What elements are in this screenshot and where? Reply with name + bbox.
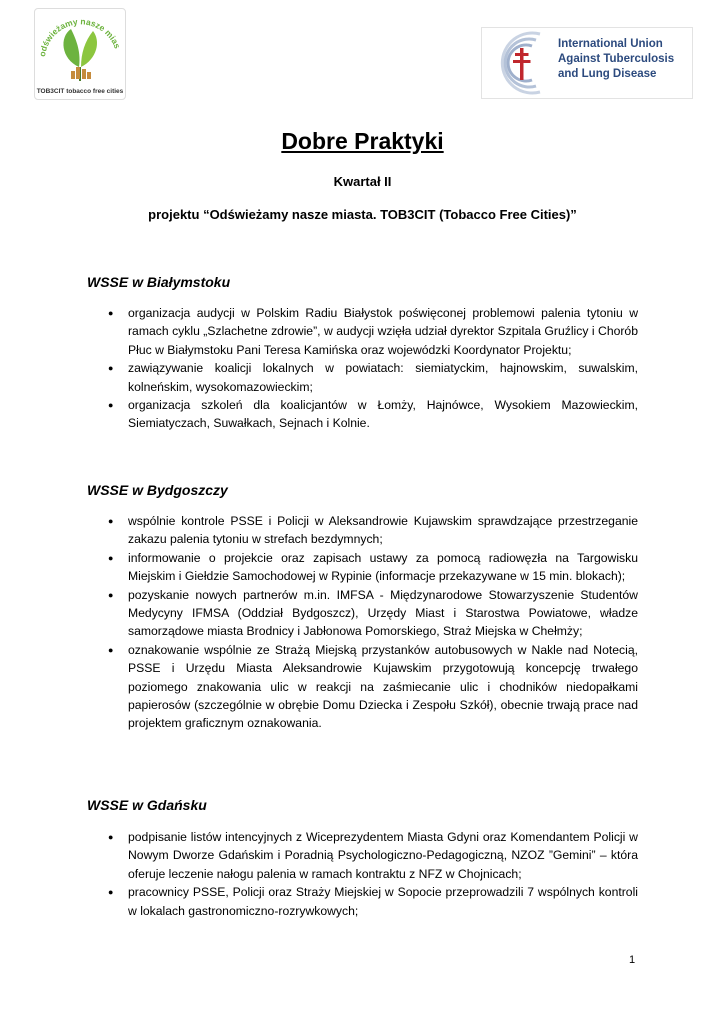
bullet-icon: ● (108, 516, 114, 526)
list-item: ● pracownicy PSSE, Policji oraz Straży Miejskiej w Sopocie przeprowadzili 7 wspólnych kontroli w lokalach gastronomiczno-rozrywkowych; (108, 885, 638, 918)
document-subtitle: Kwartał II (333, 174, 392, 189)
bullet-icon: ● (108, 308, 114, 318)
bullet-icon: ● (108, 363, 114, 374)
bullet-icon: ● (108, 589, 114, 600)
section-list-bydgoszcz (100, 512, 638, 733)
bullet-icon: ● (108, 400, 114, 411)
list-item: ● organizacja audycji w Polskim Radiu Białystok poświęconej problemowi palenia tytoniu w ramach cyklu „Szlachetne zdrowie”, w audycji wzięła udział dyrektor Szpitala Gruźlicy i Chorób Płuc w Białymstoku Pani Teresa Kamińska oraz wojewódzki Koordynator Projektu; (108, 306, 638, 357)
document-title: Dobre Praktyki (281, 128, 444, 154)
bullet-icon: ● (108, 887, 114, 898)
union-line-2: Against Tuberculosis (558, 53, 675, 65)
logo-arc-text: odświeżamy nasze mias (37, 16, 123, 58)
union-logo (481, 27, 693, 99)
list-item: ● podpisanie listów intencyjnych z Wiceprezydentem Miasta Gdyni oraz Komendantem Policji w Nowym Dworze Gdańskim i Poradnią Psychologiczno-Pedagogiczną, NZOZ ”Gemini” – która oferuje leczenie nałogu palenia w ramach kontraktu z NFZ w Chojnicach; (108, 830, 638, 881)
list-item: ● oznakowanie wspólnie ze Strażą Miejską przystanków autobusowych w Nakle nad Notecią, PSSE i Urzędu Miasta Aleksandrowie Kujawskim przygotowują koncepcję trwałego poziomego znakowania ulic w reakcji na zaśmiecanie ulic i chodników niedopałkami papierosów (szczególnie w obrębie Domu Dziecka i Zespołu Szkół), obecnie trwają prace nad projektem graficznym oznakowania. (108, 642, 638, 731)
list-item: ● wspólnie kontrole PSSE i Policji w Aleksandrowie Kujawskim sprawdzające przestrzeganie zakazu palenia tytoniu w strefach bezdymnych; (108, 514, 638, 547)
union-line-3: and Lung Disease (558, 68, 657, 80)
union-line-1: International Union (558, 38, 663, 50)
logo-bottom-text: TOB3CIT tobacco free cities (36, 88, 124, 95)
union-cross-icon (482, 28, 558, 98)
odswiezamy-logo (34, 8, 126, 100)
list-item: ● pozyskanie nowych partnerów m.in. IMFSA - Międzynarodowe Stowarzyszenie Studentów Medycyny IFMSA (Oddział Bydgoszcz), Urzędy Miast i Starostwa Powiatowe, władze samorządowe miasta Brodnicy i Jabłonowa Pomorskiego, Straż Miejska w Chełmży; (108, 587, 638, 639)
section-list-bialystok (100, 304, 638, 433)
page-number: 1 (629, 954, 636, 966)
svg-text:odświeżamy nasze miasta (35, 9, 123, 57)
list-item: ● informowanie o projekcie oraz zapisach ustawy za pomocą radiowęzła na Targowisku Miejskim i Giełdzie Samochodowej w Rypinie (informacje przekazywane w 15 min. blokach); (108, 550, 638, 584)
section-heading-bialystok: WSSE w Białymstoku (87, 274, 231, 290)
bullet-icon: ● (108, 644, 114, 655)
bullet-icon: ● (108, 552, 114, 563)
union-name (558, 37, 690, 82)
section-heading-gdansk: WSSE w Gdańsku (87, 797, 207, 813)
project-name: projektu “Odświeżamy nasze miasta. TOB3CIT (Tobacco Free Cities)” (148, 207, 577, 222)
section-list-gdansk (100, 828, 638, 920)
leaf-city-icon (35, 9, 125, 99)
bullet-icon: ● (108, 832, 114, 842)
list-item: ● zawiązywanie koalicji lokalnych w powiatach: siemiatyckim, hajnowskim, suwalskim, kolneńskim, wysokomazowieckim; (108, 361, 638, 394)
section-heading-bydgoszcz: WSSE w Bydgoszczy (87, 482, 228, 498)
list-item: ● organizacja szkoleń dla koalicjantów w Łomży, Hajnówce, Wysokiem Mazowieckim, Siemiatyczach, Suwałkach, Sejnach i Kolnie. (108, 398, 638, 431)
